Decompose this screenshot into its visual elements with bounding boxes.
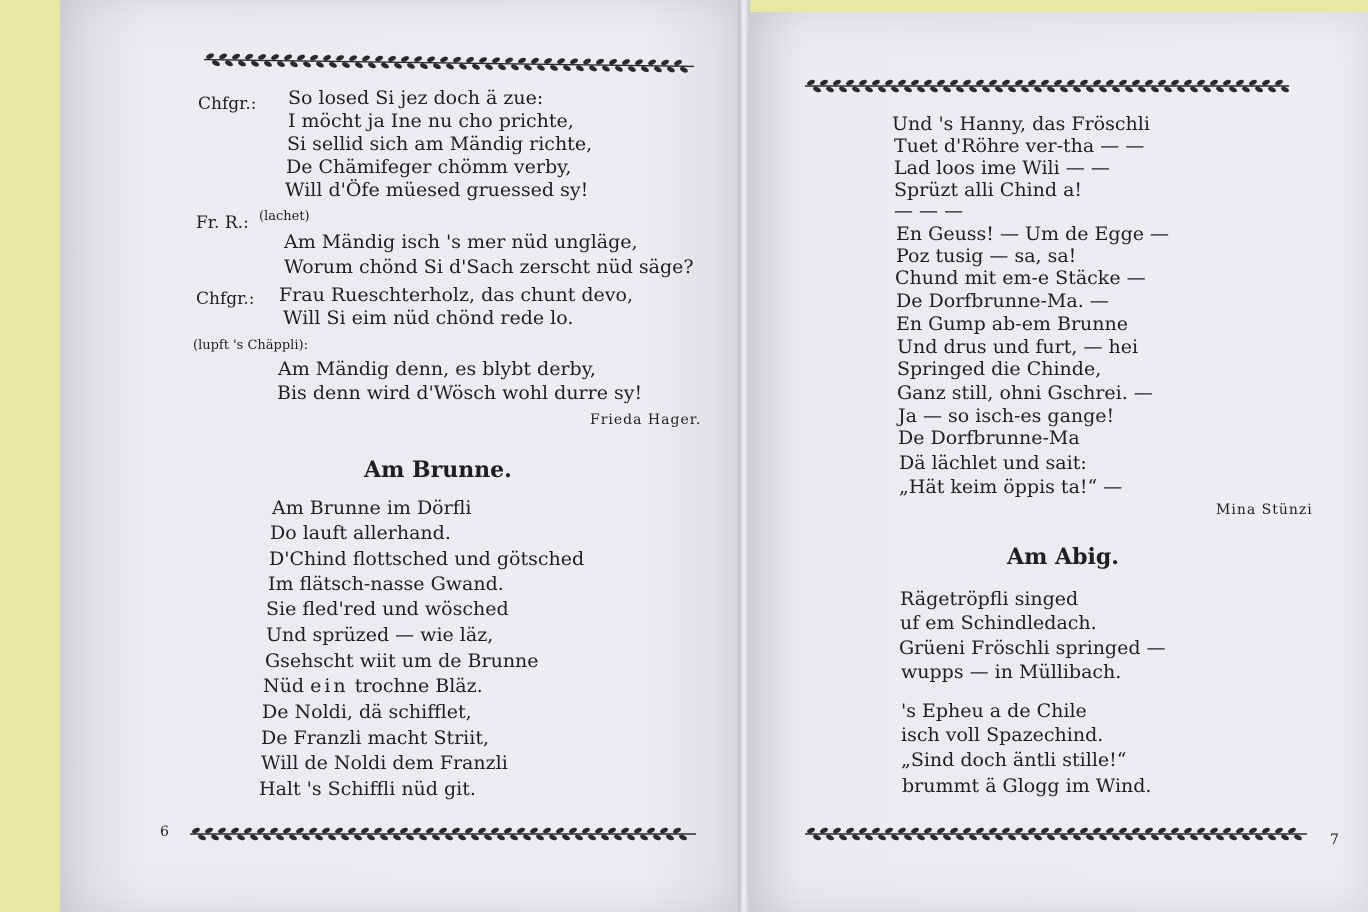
- poem-line: Sie fled'red und wösched: [266, 598, 509, 620]
- poem-line: wupps — in Müllibach.: [901, 661, 1122, 683]
- poem-line: En Gump ab-em Brunne: [896, 313, 1128, 335]
- poem-line: Grüeni Fröschli springed —: [899, 637, 1166, 659]
- poem-line: Will de Noldi dem Franzli: [261, 752, 508, 774]
- poem-line: Poz tusig — sa, sa!: [896, 245, 1077, 267]
- poem-line: uf em Schindledach.: [900, 612, 1097, 634]
- page-number: 7: [1330, 832, 1339, 848]
- verse-line: So losed Si jez doch ä zue:: [288, 87, 544, 109]
- poem-line: Lad loos ime Wili — —: [894, 157, 1110, 179]
- poem-line: Und sprüzed — wie läz,: [266, 624, 494, 646]
- verse-line: Will d'Öfe müesed gruessed sy!: [285, 179, 589, 201]
- poem-line: De Dorfbrunne-Ma. —: [896, 290, 1109, 312]
- poem-line: brummt ä Glogg im Wind.: [902, 775, 1152, 797]
- poem-line: Und 's Hanny, das Fröschli: [892, 113, 1150, 135]
- stage-direction: (lachet): [259, 209, 310, 224]
- poem-emphasis-word: ein: [310, 675, 349, 697]
- ornament-bottom-left: [188, 826, 698, 842]
- poem-line: „Sind doch äntli stille!“: [901, 749, 1127, 771]
- poem-line: De Dorfbrunne-Ma: [898, 427, 1080, 449]
- poem-word: Nüd: [263, 675, 305, 697]
- poem-title: Am Abig.: [1007, 544, 1119, 570]
- poem-line: De Franzli macht Striit,: [261, 727, 490, 749]
- poem-line: Tuet d'Röhre ver-tha — —: [894, 135, 1145, 157]
- verse-line: Bis denn wird d'Wösch wohl durre sy!: [277, 382, 643, 404]
- poem-title: Am Brunne.: [364, 457, 512, 483]
- author-signature: Mina Stünzi: [1216, 502, 1313, 518]
- poem-line: Chund mit em-e Stäcke —: [895, 267, 1146, 289]
- poem-line: Halt 's Schiffli nüd git.: [259, 778, 476, 800]
- verse-line: Worum chönd Si d'Sach zerscht nüd säge?: [284, 256, 694, 278]
- poem-line: Do lauft allerhand.: [270, 522, 451, 544]
- poem-line: „Hät keim öppis ta!“ —: [899, 476, 1123, 498]
- stage-direction: (lupft 's Chäppli):: [193, 338, 308, 353]
- poem-line: [263, 675, 483, 697]
- poem-line: Gsehscht wiit um de Brunne: [265, 650, 539, 672]
- poem-line: — — —: [894, 200, 964, 222]
- verse-line: I möcht ja Ine nu cho prichte,: [288, 110, 574, 132]
- verse-line: Am Mändig isch 's mer nüd ungläge,: [284, 231, 638, 253]
- page-number: 6: [160, 824, 169, 840]
- ornament-bottom-right: [803, 826, 1309, 842]
- book-gutter: [738, 0, 750, 912]
- verse-line: De Chämifeger chömm verby,: [286, 156, 572, 178]
- poem-line: Ja — so isch-es gange!: [898, 405, 1115, 427]
- verse-line: Si sellid sich am Mändig richte,: [287, 133, 593, 155]
- poem-line: Im flätsch-nasse Gwand.: [268, 573, 504, 595]
- poem-line: Sprüzt alli Chind a!: [894, 179, 1083, 201]
- poem-word: trochne Bläz.: [354, 675, 483, 697]
- poem-line: Und drus und furt, — hei: [897, 336, 1139, 358]
- poem-line: Dä lächlet und sait:: [899, 452, 1087, 474]
- speaker-label: Chfgr.:: [198, 94, 257, 114]
- verse-line: Frau Rueschterholz, das chunt devo,: [279, 284, 634, 306]
- ornament-top-right: [803, 78, 1291, 94]
- poem-line: D'Chind flottsched und götsched: [269, 548, 585, 570]
- verse-line: Am Mändig denn, es blybt derby,: [278, 358, 596, 380]
- poem-line: Ganz still, ohni Gschrei. —: [897, 382, 1153, 404]
- poem-line: Rägetröpfli singed: [900, 588, 1079, 610]
- poem-line: Springed die Chinde,: [897, 358, 1102, 380]
- poem-line: isch voll Spazechind.: [901, 724, 1104, 746]
- author-signature: Frieda Hager.: [590, 412, 702, 428]
- poem-line: 's Epheu a de Chile: [901, 700, 1087, 722]
- poem-line: En Geuss! — Um de Egge —: [896, 223, 1170, 245]
- speaker-label: Chfgr.:: [196, 289, 255, 309]
- speaker-label: Fr. R.:: [196, 213, 249, 233]
- poem-line: De Noldi, dä schifflet,: [262, 701, 472, 723]
- poem-line: Am Brunne im Dörfli: [272, 497, 472, 519]
- verse-line: Will Si eim nüd chönd rede lo.: [283, 307, 574, 329]
